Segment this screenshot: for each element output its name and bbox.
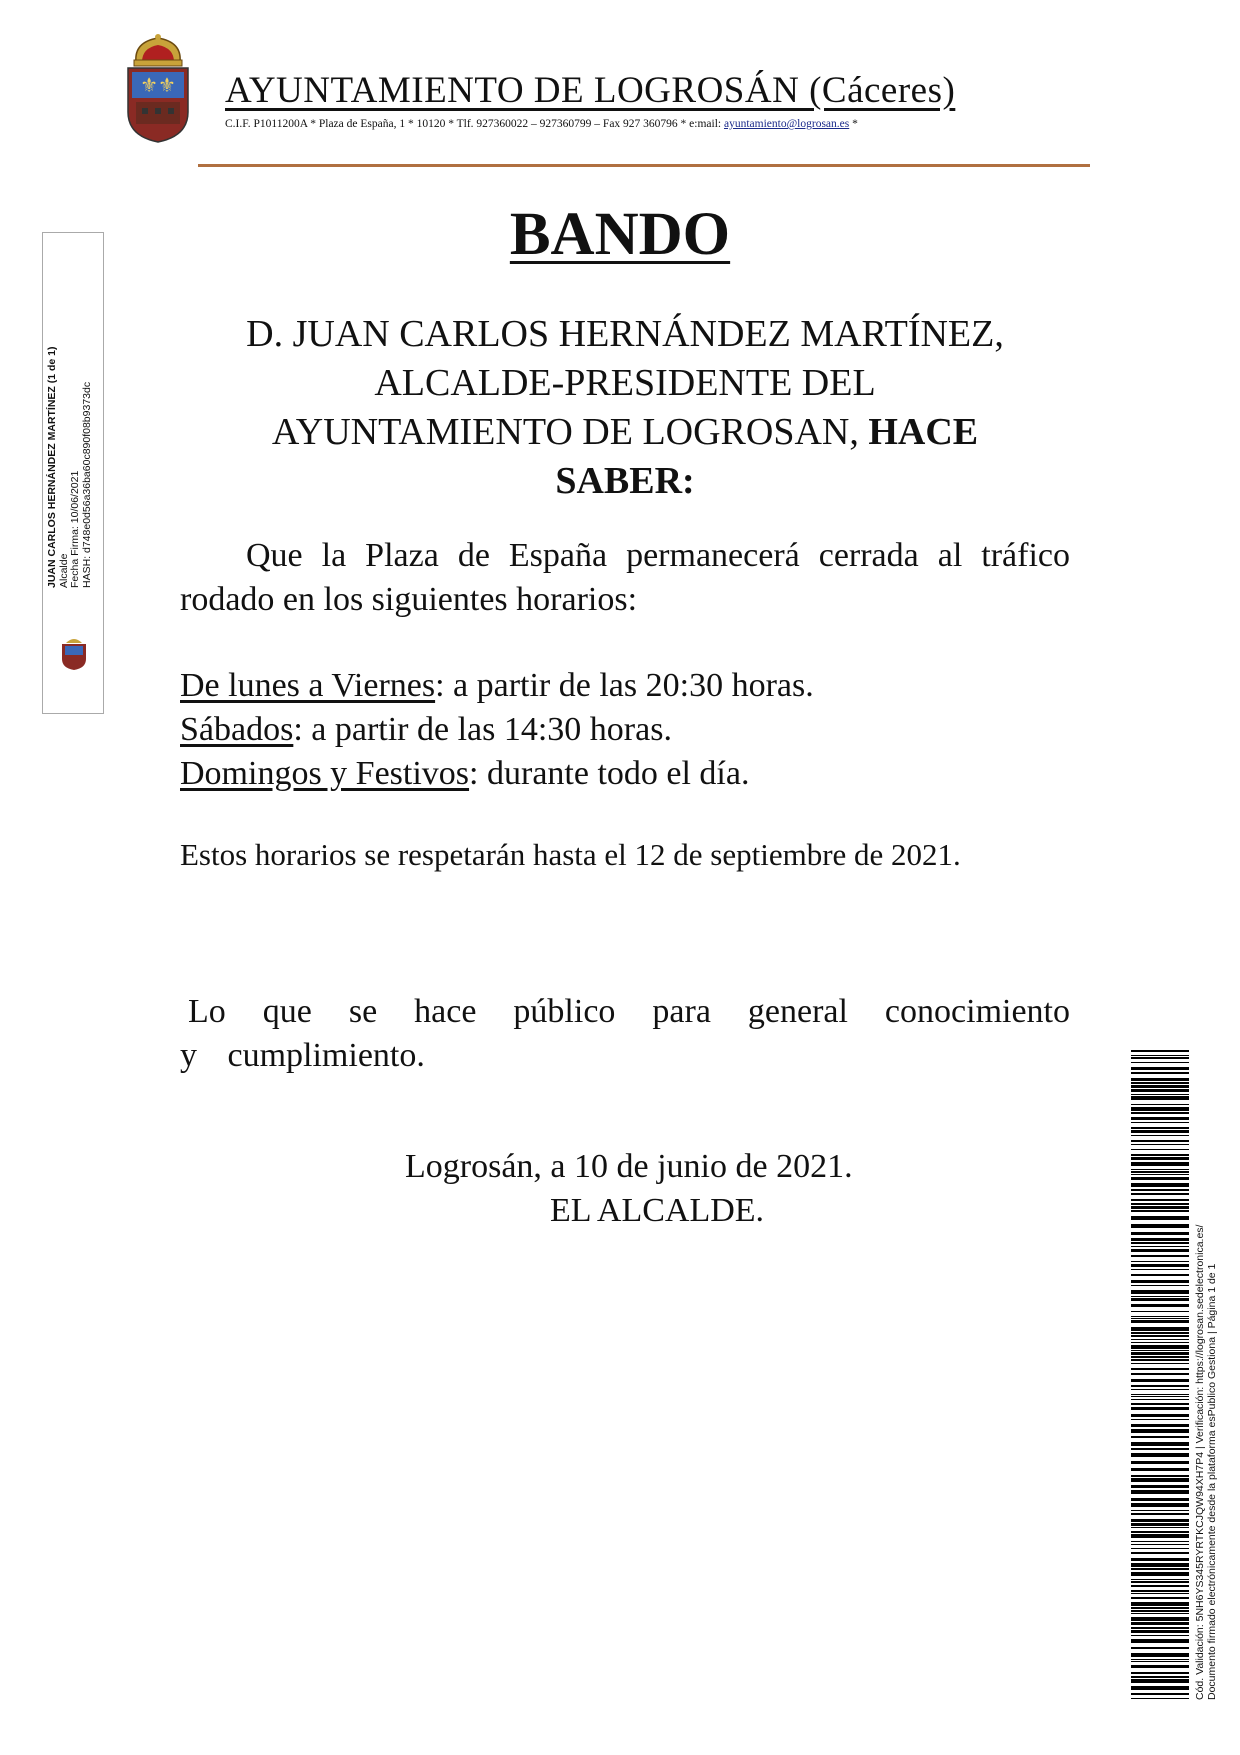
signature-role: Alcalde <box>57 553 70 588</box>
signer-title: EL ALCALDE. <box>550 1192 765 1229</box>
contact-suffix: * <box>849 118 858 130</box>
svg-text:⚜⚜: ⚜⚜ <box>140 73 176 97</box>
signature-text <box>47 258 93 588</box>
intro-line-2: ALCALDE-PRESIDENTE DEL <box>374 362 876 404</box>
schedule-day: Sábados <box>180 711 294 748</box>
validity-note: Estos horarios se respetarán hasta el 12 de septiembre de 2021. <box>180 837 961 872</box>
intro-line-1: D. JUAN CARLOS HERNÁNDEZ MARTÍNEZ, <box>246 313 1004 355</box>
coat-of-arms-logo <box>122 32 194 144</box>
header-divider <box>198 164 1090 167</box>
schedule-item <box>180 708 1070 752</box>
traffic-paragraph: Que la Plaza de España permanecerá cerrada al tráfico rodado en los siguientes horarios: <box>180 537 1070 618</box>
public-notice: Lo que se hace público para general conocimiento y cumplimiento. <box>180 993 1070 1074</box>
contact-email-link[interactable]: ayuntamiento@logrosan.es <box>723 118 850 130</box>
schedule-detail: : durante todo el día. <box>469 755 750 792</box>
signature-signer: JUAN CARLOS HERNÁNDEZ MARTÍNEZ (1 de 1) <box>46 346 58 588</box>
schedule-day: De lunes a Viernes <box>180 667 436 704</box>
signature-emblem-icon <box>60 633 88 671</box>
intro-hace: HACE <box>868 411 979 453</box>
schedule-day: Domingos y Festivos <box>180 755 470 792</box>
intro-saber: SABER: <box>555 460 695 502</box>
schedule-detail: : a partir de las 20:30 horas. <box>435 667 814 704</box>
signature-date: Fecha Firma: 10/06/2021 <box>69 470 81 588</box>
validation-text <box>1194 1050 1218 1700</box>
schedule-list <box>180 664 1070 796</box>
contact-details: C.I.F. P1011200A * Plaza de España, 1 * 10120 * Tlf. 927360022 – 927360799 – Fax 927 360796 * e:mail: <box>225 118 724 130</box>
schedule-item <box>180 752 1070 796</box>
signature-hash: HASH: d748e0d56a36ba60c890f08b9373dc <box>80 381 93 588</box>
validation-line-2: Documento firmado electrónicamente desde la plataforma esPublico Gestiona | Página 1 de 1 <box>1206 1263 1218 1700</box>
intro-block <box>180 310 1070 506</box>
schedule-detail: : a partir de las 14:30 horas. <box>293 711 672 748</box>
validation-line-1: Cód. Validación: 5NH6YS345RYRTKCJQW94XH7P4 | Verificación: https://logrosan.sedelectronica.es/ <box>1194 1224 1206 1700</box>
organization-contact <box>225 118 858 130</box>
barcode <box>1131 1050 1189 1700</box>
signature-box <box>42 232 104 714</box>
schedule-item <box>180 664 1070 708</box>
organization-name: AYUNTAMIENTO DE LOGROSÁN (Cáceres) <box>225 70 956 111</box>
document-title: BANDO <box>509 201 731 268</box>
place-date: Logrosán, a 10 de junio de 2021. <box>405 1148 853 1185</box>
intro-line-3: AYUNTAMIENTO DE LOGROSAN, HACE <box>271 411 979 453</box>
